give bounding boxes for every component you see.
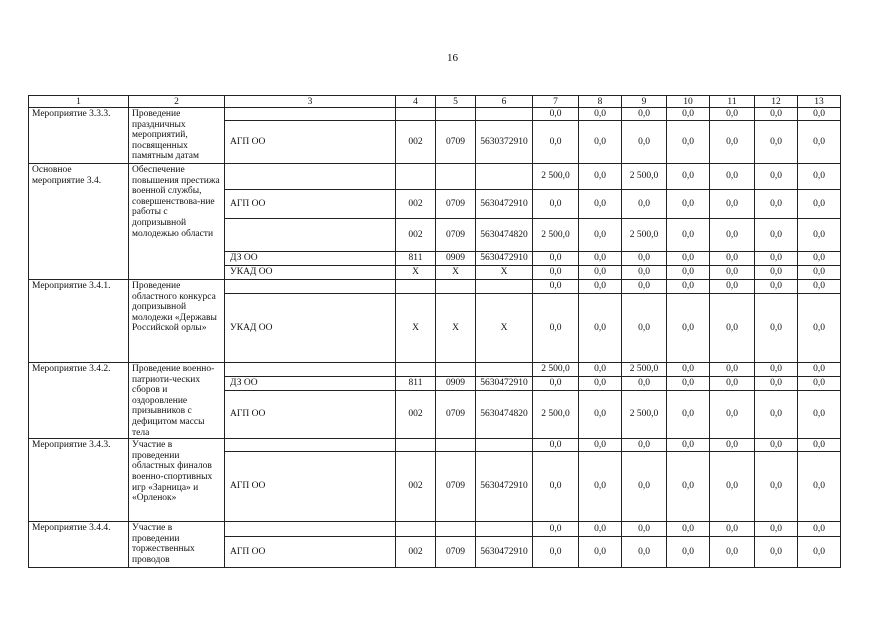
value-cell: 0,0 <box>798 391 841 439</box>
target-article-cell <box>476 522 533 537</box>
value-cell: 0,0 <box>667 391 710 439</box>
header-cell: 5 <box>436 96 476 108</box>
value-cell: 0,0 <box>710 252 755 266</box>
value-cell: 0,0 <box>579 452 622 522</box>
grbs-code-cell: 002 <box>396 121 436 164</box>
measure-description: Обеспечение повышения престижа военной службы, совершенствова-ние работы с допризывной молодежью области <box>129 164 225 280</box>
value-cell: 0,0 <box>579 252 622 266</box>
value-cell: 0,0 <box>622 537 667 568</box>
grbs-code-cell: 002 <box>396 452 436 522</box>
value-cell: 0,0 <box>755 121 798 164</box>
target-article-cell: 5630472910 <box>476 377 533 391</box>
header-cell: 2 <box>129 96 225 108</box>
value-cell: 0,0 <box>667 439 710 452</box>
value-cell: 0,0 <box>533 537 579 568</box>
target-article-cell <box>476 439 533 452</box>
measure-description: Проведение областного конкурса допризывной молодежи «Державы Российской орлы» <box>129 280 225 363</box>
value-cell: 0,0 <box>622 522 667 537</box>
grbs-code-cell: 002 <box>396 537 436 568</box>
value-cell: 0,0 <box>710 266 755 280</box>
value-cell: 0,0 <box>710 121 755 164</box>
target-article-cell <box>476 108 533 121</box>
grbs-code-cell: Х <box>396 266 436 280</box>
value-cell: 0,0 <box>798 537 841 568</box>
executor-cell <box>225 280 396 294</box>
executor-cell <box>225 219 396 252</box>
executor-cell: АГП ОО <box>225 452 396 522</box>
value-cell: 0,0 <box>798 190 841 219</box>
value-cell: 0,0 <box>622 377 667 391</box>
table-row <box>29 164 841 190</box>
target-article-cell: 5630474820 <box>476 219 533 252</box>
grbs-code-cell: 002 <box>396 219 436 252</box>
grbs-code-cell: 811 <box>396 252 436 266</box>
measure-name: Основное мероприятие 3.4. <box>29 164 129 280</box>
executor-cell: ДЗ ОО <box>225 377 396 391</box>
value-cell: 2 500,0 <box>533 219 579 252</box>
header-cell: 11 <box>710 96 755 108</box>
value-cell: 0,0 <box>579 391 622 439</box>
value-cell: 0,0 <box>710 219 755 252</box>
measure-name: Мероприятие 3.3.3. <box>29 108 129 164</box>
value-cell: 0,0 <box>533 280 579 294</box>
value-cell: 0,0 <box>755 537 798 568</box>
value-cell: 2 500,0 <box>622 219 667 252</box>
executor-cell <box>225 439 396 452</box>
value-cell: 0,0 <box>710 190 755 219</box>
value-cell: 0,0 <box>622 190 667 219</box>
value-cell: 0,0 <box>533 252 579 266</box>
value-cell: 0,0 <box>798 266 841 280</box>
executor-cell: АГП ОО <box>225 190 396 219</box>
value-cell: 0,0 <box>667 377 710 391</box>
value-cell: 0,0 <box>533 190 579 219</box>
value-cell: 0,0 <box>579 377 622 391</box>
header-cell: 12 <box>755 96 798 108</box>
section-code-cell: 0909 <box>436 377 476 391</box>
section-code-cell: 0709 <box>436 121 476 164</box>
value-cell: 0,0 <box>622 108 667 121</box>
executor-cell: УКАД ОО <box>225 294 396 363</box>
value-cell: 0,0 <box>533 294 579 363</box>
section-code-cell: 0709 <box>436 219 476 252</box>
value-cell: 0,0 <box>798 164 841 190</box>
header-cell: 3 <box>225 96 396 108</box>
header-cell: 8 <box>579 96 622 108</box>
value-cell: 0,0 <box>755 190 798 219</box>
value-cell: 0,0 <box>755 280 798 294</box>
value-cell: 0,0 <box>667 219 710 252</box>
section-code-cell: 0709 <box>436 537 476 568</box>
value-cell: 0,0 <box>710 363 755 377</box>
budget-table <box>28 95 841 568</box>
value-cell: 0,0 <box>755 391 798 439</box>
section-code-cell: 0909 <box>436 252 476 266</box>
target-article-cell <box>476 164 533 190</box>
value-cell: 0,0 <box>710 391 755 439</box>
target-article-cell: 5630472910 <box>476 252 533 266</box>
value-cell: 0,0 <box>755 266 798 280</box>
value-cell: 0,0 <box>667 522 710 537</box>
value-cell: 0,0 <box>798 294 841 363</box>
table-row <box>29 108 841 121</box>
value-cell: 0,0 <box>622 266 667 280</box>
target-article-cell: Х <box>476 294 533 363</box>
value-cell: 0,0 <box>579 190 622 219</box>
section-code-cell: 0709 <box>436 391 476 439</box>
executor-cell: АГП ОО <box>225 537 396 568</box>
target-article-cell <box>476 280 533 294</box>
value-cell: 0,0 <box>798 280 841 294</box>
executor-cell <box>225 522 396 537</box>
target-article-cell: 5630472910 <box>476 452 533 522</box>
value-cell: 0,0 <box>579 537 622 568</box>
table-row <box>29 363 841 377</box>
target-article-cell: 5630474820 <box>476 391 533 439</box>
executor-cell: УКАД ОО <box>225 266 396 280</box>
header-cell: 9 <box>622 96 667 108</box>
value-cell: 0,0 <box>667 363 710 377</box>
value-cell: 0,0 <box>755 377 798 391</box>
header-row <box>29 96 841 108</box>
header-cell: 6 <box>476 96 533 108</box>
value-cell: 0,0 <box>622 121 667 164</box>
value-cell: 0,0 <box>667 537 710 568</box>
target-article-cell: 5630372910 <box>476 121 533 164</box>
grbs-code-cell <box>396 108 436 121</box>
section-code-cell: Х <box>436 294 476 363</box>
executor-cell <box>225 363 396 377</box>
value-cell: 0,0 <box>710 164 755 190</box>
value-cell: 0,0 <box>755 219 798 252</box>
value-cell: 0,0 <box>667 252 710 266</box>
value-cell: 0,0 <box>710 280 755 294</box>
executor-cell <box>225 164 396 190</box>
grbs-code-cell: 002 <box>396 190 436 219</box>
target-article-cell: 5630472910 <box>476 537 533 568</box>
grbs-code-cell <box>396 164 436 190</box>
value-cell: 0,0 <box>710 377 755 391</box>
value-cell: 0,0 <box>798 377 841 391</box>
value-cell: 2 500,0 <box>622 363 667 377</box>
section-code-cell <box>436 522 476 537</box>
value-cell: 0,0 <box>533 522 579 537</box>
section-code-cell <box>436 280 476 294</box>
value-cell: 0,0 <box>579 108 622 121</box>
measure-name: Мероприятие 3.4.2. <box>29 363 129 439</box>
value-cell: 0,0 <box>579 121 622 164</box>
value-cell: 0,0 <box>667 452 710 522</box>
section-code-cell <box>436 108 476 121</box>
value-cell: 0,0 <box>622 252 667 266</box>
value-cell: 0,0 <box>755 522 798 537</box>
table-row <box>29 439 841 452</box>
value-cell: 0,0 <box>755 294 798 363</box>
section-code-cell <box>436 164 476 190</box>
target-article-cell <box>476 363 533 377</box>
grbs-code-cell <box>396 363 436 377</box>
value-cell: 0,0 <box>710 452 755 522</box>
value-cell: 0,0 <box>755 108 798 121</box>
value-cell: 0,0 <box>710 537 755 568</box>
header-cell: 4 <box>396 96 436 108</box>
grbs-code-cell: 002 <box>396 391 436 439</box>
measure-description: Участие в проведении областных финалов военно-спортивных игр «Зарница» и «Орленок» <box>129 439 225 522</box>
value-cell: 0,0 <box>533 108 579 121</box>
target-article-cell: 5630472910 <box>476 190 533 219</box>
value-cell: 0,0 <box>622 439 667 452</box>
value-cell: 0,0 <box>667 108 710 121</box>
value-cell: 0,0 <box>579 164 622 190</box>
value-cell: 0,0 <box>667 280 710 294</box>
value-cell: 0,0 <box>710 522 755 537</box>
value-cell: 0,0 <box>579 522 622 537</box>
target-article-cell: Х <box>476 266 533 280</box>
section-code-cell <box>436 363 476 377</box>
value-cell: 2 500,0 <box>533 363 579 377</box>
value-cell: 0,0 <box>579 266 622 280</box>
value-cell: 0,0 <box>798 121 841 164</box>
value-cell: 0,0 <box>579 363 622 377</box>
value-cell: 0,0 <box>798 522 841 537</box>
grbs-code-cell <box>396 280 436 294</box>
executor-cell <box>225 108 396 121</box>
value-cell: 0,0 <box>755 164 798 190</box>
value-cell: 0,0 <box>667 266 710 280</box>
value-cell: 2 500,0 <box>533 164 579 190</box>
value-cell: 0,0 <box>667 190 710 219</box>
value-cell: 0,0 <box>622 280 667 294</box>
header-cell: 10 <box>667 96 710 108</box>
executor-cell: АГП ОО <box>225 391 396 439</box>
value-cell: 0,0 <box>755 363 798 377</box>
value-cell: 0,0 <box>579 294 622 363</box>
table-row <box>29 522 841 537</box>
section-code-cell <box>436 439 476 452</box>
executor-cell: ДЗ ОО <box>225 252 396 266</box>
grbs-code-cell <box>396 439 436 452</box>
value-cell: 2 500,0 <box>622 164 667 190</box>
value-cell: 0,0 <box>755 452 798 522</box>
measure-description: Проведение праздничных мероприятий, посвященных памятным датам <box>129 108 225 164</box>
value-cell: 0,0 <box>798 439 841 452</box>
measure-description: Проведение военно-патриоти-ческих сборов и оздоровление призывников с дефицитом массы тела <box>129 363 225 439</box>
table-body <box>29 108 841 568</box>
table-row <box>29 280 841 294</box>
value-cell: 0,0 <box>755 252 798 266</box>
header-cell: 13 <box>798 96 841 108</box>
section-code-cell: 0709 <box>436 452 476 522</box>
value-cell: 0,0 <box>579 219 622 252</box>
value-cell: 0,0 <box>710 439 755 452</box>
value-cell: 0,0 <box>755 439 798 452</box>
value-cell: 0,0 <box>622 294 667 363</box>
value-cell: 0,0 <box>533 439 579 452</box>
header-cell: 1 <box>29 96 129 108</box>
value-cell: 2 500,0 <box>533 391 579 439</box>
value-cell: 0,0 <box>798 219 841 252</box>
grbs-code-cell: 811 <box>396 377 436 391</box>
value-cell: 0,0 <box>798 252 841 266</box>
measure-name: Мероприятие 3.4.1. <box>29 280 129 363</box>
value-cell: 0,0 <box>667 164 710 190</box>
measure-name: Мероприятие 3.4.4. <box>29 522 129 568</box>
value-cell: 0,0 <box>710 294 755 363</box>
value-cell: 0,0 <box>798 108 841 121</box>
value-cell: 0,0 <box>533 452 579 522</box>
measure-name: Мероприятие 3.4.3. <box>29 439 129 522</box>
value-cell: 0,0 <box>579 439 622 452</box>
section-code-cell: Х <box>436 266 476 280</box>
measure-description: Участие в проведении торжественных проводов <box>129 522 225 568</box>
value-cell: 0,0 <box>798 363 841 377</box>
value-cell: 0,0 <box>710 108 755 121</box>
value-cell: 0,0 <box>798 452 841 522</box>
value-cell: 0,0 <box>533 266 579 280</box>
value-cell: 2 500,0 <box>622 391 667 439</box>
section-code-cell: 0709 <box>436 190 476 219</box>
value-cell: 0,0 <box>579 280 622 294</box>
value-cell: 0,0 <box>667 121 710 164</box>
grbs-code-cell <box>396 522 436 537</box>
grbs-code-cell: Х <box>396 294 436 363</box>
header-cell: 7 <box>533 96 579 108</box>
executor-cell: АГП ОО <box>225 121 396 164</box>
value-cell: 0,0 <box>667 294 710 363</box>
page-number: 16 <box>447 52 458 64</box>
value-cell: 0,0 <box>533 377 579 391</box>
value-cell: 0,0 <box>622 452 667 522</box>
value-cell: 0,0 <box>533 121 579 164</box>
